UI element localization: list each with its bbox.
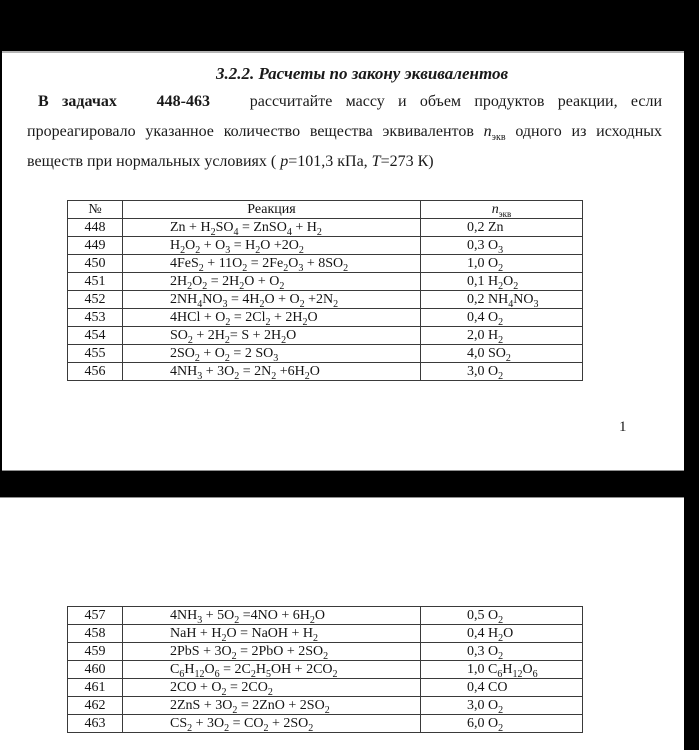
reaction-cell: $4NH_3 + 5O_2 =4NO + 6H_2O$ <box>123 607 421 625</box>
reaction-cell: $2H_2O_2 = 2H_2O + O_2$ <box>123 273 421 291</box>
text-run: p <box>280 153 289 170</box>
neq-cell: 6,0 $O_2$ <box>421 715 583 733</box>
table-row <box>68 219 583 237</box>
reaction-cell: $4FeS_2 + 11O_2 = 2Fe_2O_3 + 8SO_2$ <box>123 255 421 273</box>
neq-cell: 1,0 $O_2$ <box>421 255 583 273</box>
neq-cell: 4,0 $SO_2$ <box>421 345 583 363</box>
text-run: рассчитайте массу и объем продуктов реакции, если <box>210 93 663 110</box>
neq-cell: 0,3 $O_3$ <box>421 237 583 255</box>
row-number-cell: 455 <box>68 345 123 363</box>
reaction-cell: $Zn + H_2SO_4$ = ZnSO$_4$ + $H_2$ <box>123 219 421 237</box>
table-row <box>68 237 583 255</box>
page-2 <box>0 497 684 750</box>
text-run: 448-463 <box>156 93 210 110</box>
neq-symbol: n <box>491 202 499 217</box>
row-number-cell: 452 <box>68 291 123 309</box>
table-row <box>68 715 583 733</box>
header-number: № <box>68 201 123 219</box>
text-run: одного из исходных <box>505 123 663 140</box>
neq-cell: 0,4 $O_2$ <box>421 309 583 327</box>
table-row <box>68 697 583 715</box>
reaction-cell: $2PbS + 3O_2 = 2PbO + 2SO_2$ <box>123 643 421 661</box>
table-row <box>68 625 583 643</box>
row-number-cell: 461 <box>68 679 123 697</box>
text-run: прореагировало указанное количество вещества эквивалентов <box>27 123 484 140</box>
neq-cell: 0,1 $H_2O_2$ <box>421 273 583 291</box>
text-run: =273 К) <box>380 153 434 170</box>
text-run: T <box>371 153 381 170</box>
reaction-cell: $2ZnS + 3O_2 = 2ZnO + 2SO_2$ <box>123 697 421 715</box>
reactions-table-2 <box>67 606 583 733</box>
paragraph-line <box>27 117 662 147</box>
page-1 <box>2 51 684 471</box>
table-row <box>68 255 583 273</box>
table-header-row <box>68 201 583 219</box>
row-number-cell: 448 <box>68 219 123 237</box>
reaction-cell: $4NH_3 + 3O_2 = 2N_2 +6H_2O$ <box>123 363 421 381</box>
table-row <box>68 679 583 697</box>
row-number-cell: 457 <box>68 607 123 625</box>
table-row <box>68 309 583 327</box>
table-row <box>68 327 583 345</box>
table-row <box>68 363 583 381</box>
row-number-cell: 456 <box>68 363 123 381</box>
neq-cell: 3,0 $O_2$ <box>421 363 583 381</box>
row-number-cell: 459 <box>68 643 123 661</box>
reaction-cell: $2NH_4NO_3 = 4H_2O + O_2 +2N_2$ <box>123 291 421 309</box>
neq-cell: 2,0 $H_2$ <box>421 327 583 345</box>
reaction-cell: $2CO + O_2 = 2CO_2$ <box>123 679 421 697</box>
header-neq <box>421 201 583 219</box>
neq-cell: 0,2 $NH_4NO_3$ <box>421 291 583 309</box>
paragraph-line <box>27 87 662 117</box>
row-number-cell: 460 <box>68 661 123 679</box>
row-number-cell: 462 <box>68 697 123 715</box>
reaction-cell: NaH + $H_2O$ = NaOH + $H_2$ <box>123 625 421 643</box>
table-row <box>68 291 583 309</box>
neq-cell: 0,5 $O_2$ <box>421 607 583 625</box>
row-number-cell: 453 <box>68 309 123 327</box>
reaction-cell: $H_2O_2 + O_3 = H_2O +2O_2$ <box>123 237 421 255</box>
text-run: В задачах <box>38 93 117 110</box>
neq-cell: 1,0 $C_6H_{12}O_6$ <box>421 661 583 679</box>
reaction-cell: $4HCl + O_2 = 2Cl_2 + 2H_2O$ <box>123 309 421 327</box>
row-number-cell: 463 <box>68 715 123 733</box>
neq-cell: 0,3 $O_2$ <box>421 643 583 661</box>
intro-paragraph <box>27 87 662 177</box>
header-reaction: Реакция <box>123 201 421 219</box>
section-title: 3.2.2. Расчеты по закону эквивалентов <box>215 64 509 83</box>
neq-cell: 0,4 $H_2O$ <box>421 625 583 643</box>
neq-cell: 0,2 Zn <box>421 219 583 237</box>
text-run: веществ при нормальных условиях ( <box>27 153 281 170</box>
table-row <box>68 273 583 291</box>
text-run: =101,3 кПа, <box>288 153 372 170</box>
row-number-cell: 454 <box>68 327 123 345</box>
reaction-cell: $SO_2 + 2H_2= S + 2H_2O$ <box>123 327 421 345</box>
neq-subscript: экв <box>498 208 512 219</box>
table-row <box>68 607 583 625</box>
row-number-cell: 458 <box>68 625 123 643</box>
table-row <box>68 643 583 661</box>
neq-cell: 3,0 $O_2$ <box>421 697 583 715</box>
page-number: 1 <box>619 419 627 435</box>
paragraph-line <box>27 147 662 177</box>
row-number-cell: 451 <box>68 273 123 291</box>
n-equiv-symbol: $n_{экв}$ <box>483 123 506 144</box>
table-row <box>68 661 583 679</box>
reaction-cell: $C_6H_{12}O_6 = 2C_2H_5OH + 2CO_2$ <box>123 661 421 679</box>
neq-cell: 0,4 CO <box>421 679 583 697</box>
text-run <box>117 93 157 110</box>
row-number-cell: 449 <box>68 237 123 255</box>
reactions-table-1 <box>67 200 583 381</box>
table-row <box>68 345 583 363</box>
reaction-cell: $2SO_2 + O_2 = 2$ $SO_3$ <box>123 345 421 363</box>
row-number-cell: 450 <box>68 255 123 273</box>
reaction-cell: $CS_2 + 3O_2 = CO_2 + 2SO_2$ <box>123 715 421 733</box>
